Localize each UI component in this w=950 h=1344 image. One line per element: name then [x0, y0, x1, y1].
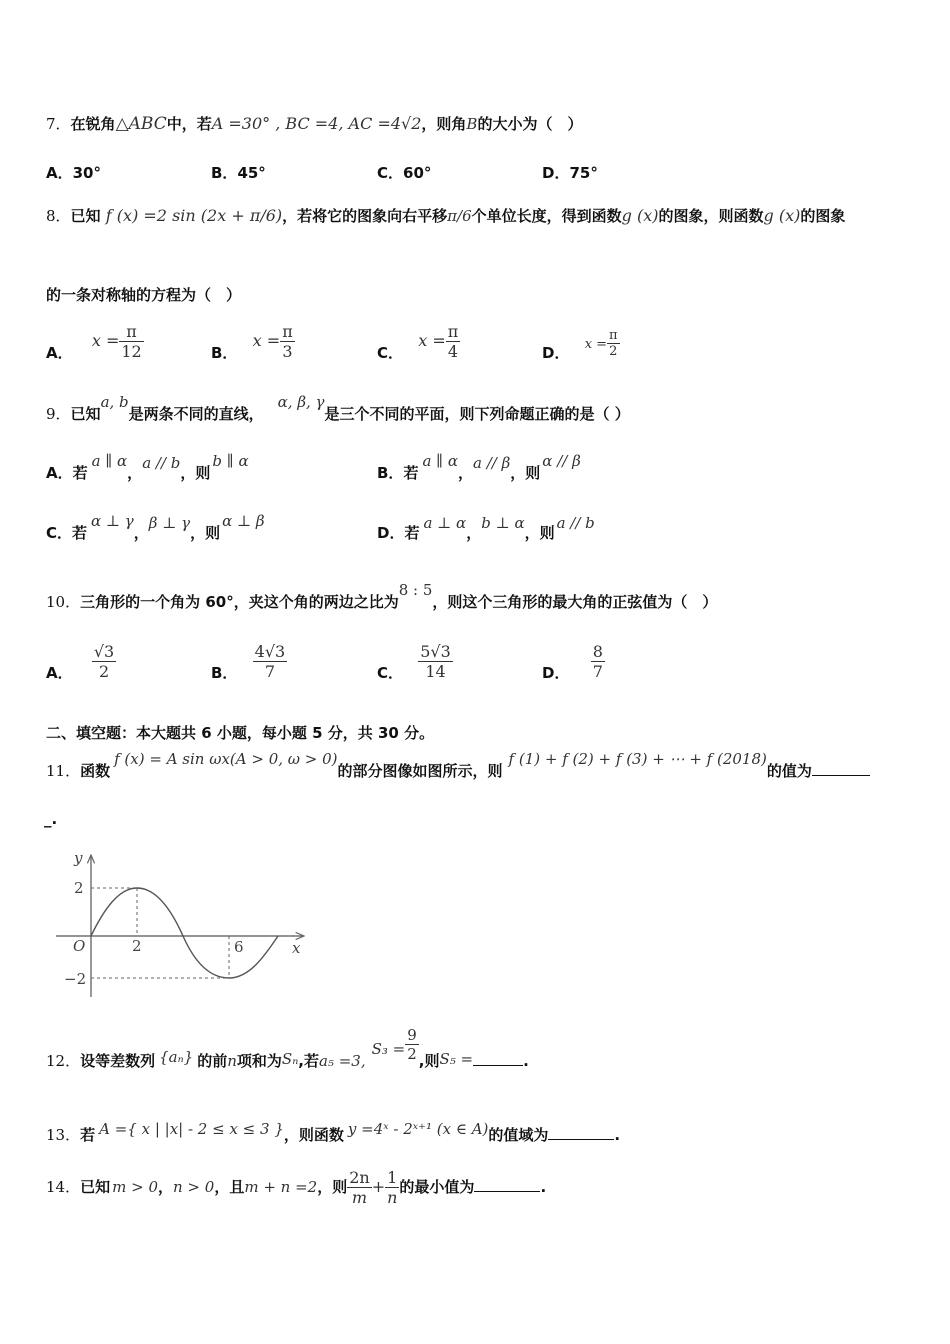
tick-label-ym2: −2 [64, 970, 87, 988]
math-g: g (x) [763, 206, 801, 225]
question-11-tail: _. [44, 810, 58, 828]
question-13-stem: 13．若 A ={ x | |x| - 2 ≤ x ≤ 3 }，则函数 y =4ˣ - 2ˣ⁺¹ (x ∈ A)的值域为 . [46, 1120, 621, 1144]
q8-option-b[interactable]: B． x = $\frac{\pi}{3}$ [211, 322, 293, 362]
q7-option-c[interactable]: C．60° [377, 164, 432, 182]
question-number: 7． [46, 115, 71, 133]
question-9-stem: 9．已知a, b是两条不同的直线，α, β, γ是三个不同的平面，则下列命题正确的是（ ） [46, 393, 630, 423]
question-8-stem-line2: 的一条对称轴的方程为（ ） [46, 286, 242, 304]
math-triangle: △ABC [115, 114, 167, 134]
answer-blank[interactable] [474, 1191, 540, 1192]
sine-graph [44, 845, 324, 1005]
q8-option-c[interactable]: C． x = $\frac{\pi}{4}$ [377, 322, 459, 362]
math-shift: π/6 [447, 207, 472, 225]
tick-label-x6: 6 [234, 938, 244, 956]
q8-option-d[interactable]: D． x = $\frac{\pi}{2}$ [542, 328, 618, 362]
question-11-stem: 11．函数f (x) = A sin ωx(A > 0, ω > 0)的部分图像如图所示，则f (1) + f (2) + f (3) + ⋯ + f (2018)的值为 [46, 760, 870, 781]
math-g: g (x) [621, 206, 659, 225]
math-ratio: 8 : 5 [398, 581, 433, 599]
answer-blank[interactable] [812, 775, 870, 776]
answer-blank[interactable] [548, 1139, 614, 1140]
math-sum: f (1) + f (2) + f (3) + ⋯ + f (2018) [508, 750, 767, 768]
math-var: B [466, 115, 478, 133]
math-set: A ={ x | |x| - 2 ≤ x ≤ 3 } [99, 1120, 284, 1138]
question-10-stem: 10．三角形的一个角为 60°，夹这个角的两边之比为8 : 5，则这个三角形的最大角的正弦值为（ ） [46, 581, 718, 611]
q7-option-a[interactable]: A．30° [46, 164, 101, 182]
x-axis-label: x [292, 939, 301, 957]
question-number: 8． [46, 207, 71, 225]
q9-option-a[interactable]: A．若a ∥ α，a // b，则b ∥ α [46, 452, 249, 482]
q10-option-a[interactable]: A． $\frac{√3}{2}$ [46, 642, 115, 682]
question-7-stem: 7．在锐角△ABC中，若A =30° , BC =4, AC =4√2，则角B的大小为（ ） [46, 114, 583, 134]
q7-option-d[interactable]: D．75° [542, 164, 598, 182]
section-heading: 二、填空题：本大题共 6 小题，每小题 5 分，共 30 分。 [46, 724, 435, 742]
question-12-stem: 12．设等差数列 {aₙ} 的前n项和为Sₙ,若a₅ =3,S₃ = $\frac{9}{2}$ ,则S₅ = . [46, 1026, 529, 1070]
q9-option-d[interactable]: D．若a ⊥ α，b ⊥ α，则a // b [377, 514, 595, 542]
math-function: f (x) =2 sin (2x + π/6) [105, 206, 283, 225]
q10-option-d[interactable]: D． $\frac{8}{7}$ [542, 642, 603, 682]
q7-option-b[interactable]: B．45° [211, 164, 266, 182]
tick-label-y2: 2 [74, 879, 84, 897]
math-condition: A =30° , BC =4, AC =4√2 [211, 114, 422, 133]
origin-label: O [73, 937, 86, 955]
q10-option-b[interactable]: B． $\frac{4√3}{7}$ [211, 642, 286, 682]
q9-option-b[interactable]: B．若a ∥ α，a // β，则α // β [377, 452, 581, 482]
answer-blank[interactable] [473, 1065, 523, 1066]
y-axis-label: y [74, 849, 83, 867]
q9-option-c[interactable]: C．若α ⊥ γ，β ⊥ γ，则α ⊥ β [46, 512, 265, 542]
question-8-stem: 8．已知 f (x) =2 sin (2x + π/6)，若将它的图象向右平移π/6个单位长度，得到函数g (x)的图象，则函数g (x)的图象 [46, 206, 846, 225]
question-14-stem: 14．已知 m > 0，n > 0，且m + n =2，则 $\frac{2n}{m}$ + $\frac{1}{n}$ 的最小值为 . [46, 1168, 547, 1207]
math-function: y =4ˣ - 2ˣ⁺¹ (x ∈ A) [347, 1120, 489, 1138]
math-planes: α, β, γ [277, 393, 325, 411]
math-lines: a, b [100, 393, 129, 411]
q8-option-a[interactable]: A． x = $\frac{\pi}{12}$ [46, 322, 142, 362]
math-sequence: {aₙ} [159, 1048, 194, 1066]
q10-option-c[interactable]: C． $\frac{5√3}{14}$ [377, 642, 451, 682]
tick-label-x2: 2 [132, 937, 142, 955]
math-function: f (x) = A sin ωx(A > 0, ω > 0) [114, 750, 338, 768]
sine-curve [91, 888, 278, 978]
